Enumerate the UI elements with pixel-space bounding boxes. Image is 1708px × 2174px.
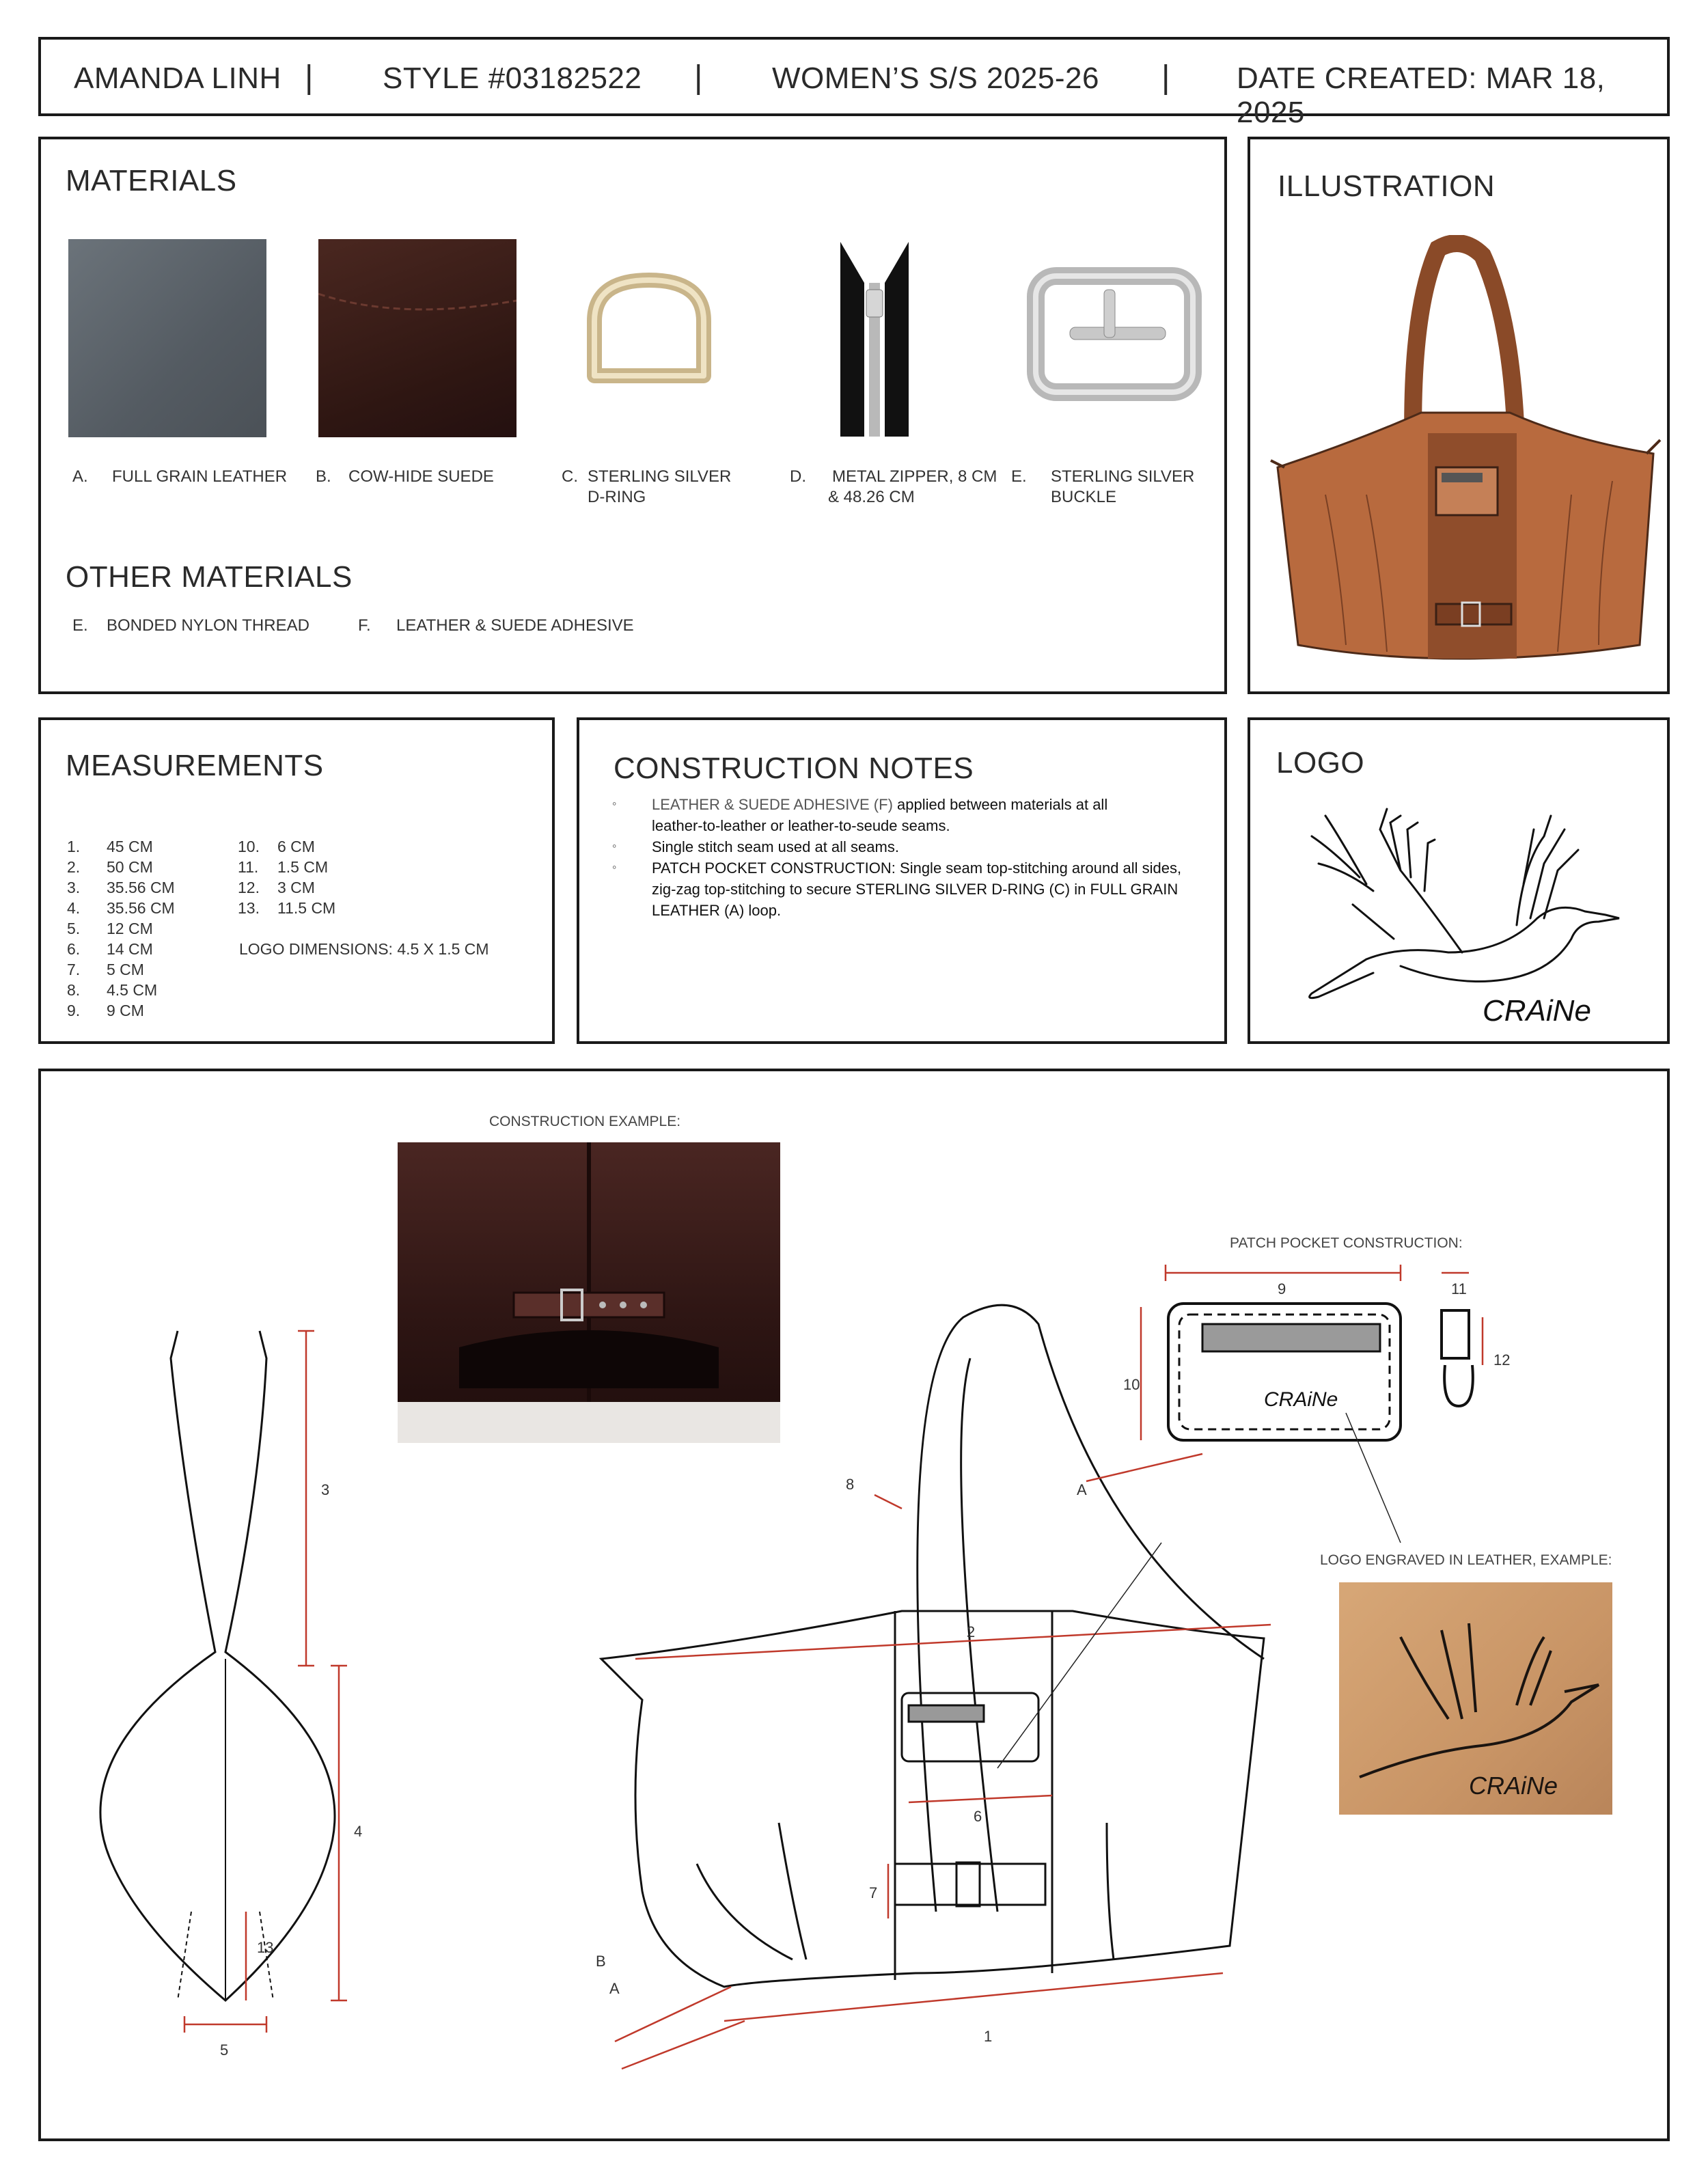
measurement-number: 4. <box>67 899 81 917</box>
measurement-number: 9. <box>67 1002 81 1019</box>
bullet: ◦ <box>612 797 617 810</box>
construction-example-label: CONSTRUCTION EXAMPLE: <box>489 1114 681 1129</box>
measurement-number: 11. <box>238 858 259 876</box>
leather-swatch <box>68 239 266 437</box>
note-patch-pocket: PATCH POCKET CONSTRUCTION: Single seam top-stitching around all sides, <box>652 859 1182 877</box>
measurement-value: 35.56 CM <box>107 879 175 896</box>
technical-panel <box>38 1069 1670 2141</box>
separator: | <box>694 59 703 96</box>
dim-3: 3 <box>321 1481 330 1498</box>
measurement-number: 10. <box>238 838 260 855</box>
dim-7: 7 <box>869 1884 878 1901</box>
measurement-value: 45 CM <box>107 838 153 855</box>
other-materials-title: OTHER MATERIALS <box>66 560 353 594</box>
materials-title: MATERIALS <box>66 164 237 197</box>
d-ring-image <box>547 239 752 437</box>
bullet: ◦ <box>612 860 617 874</box>
zipper-image <box>827 242 922 440</box>
measurement-number: 12. <box>238 879 260 896</box>
material-a-name: FULL GRAIN LEATHER <box>112 467 288 486</box>
crane-logo <box>1298 782 1653 1034</box>
measurement-value: 3 CM <box>277 879 315 896</box>
logo-wordmark: CRAiNe <box>1483 994 1591 1028</box>
measurement-value: 1.5 CM <box>277 858 329 876</box>
materials-panel <box>38 137 1227 694</box>
measurement-value: 11.5 CM <box>277 899 336 917</box>
measurement-value: 4.5 CM <box>107 981 158 999</box>
dim-12: 12 <box>1493 1351 1511 1368</box>
material-a-letter: A. <box>72 467 88 486</box>
header-bar <box>38 37 1670 129</box>
measurements-title: MEASUREMENTS <box>66 749 324 782</box>
note-patch-pocket-line3: LEATHER (A) loop. <box>652 902 782 919</box>
dim-4: 4 <box>354 1823 363 1840</box>
measurement-value: 6 CM <box>277 838 315 855</box>
other-e-letter: E. <box>72 616 88 635</box>
measurement-value: 50 CM <box>107 858 153 876</box>
note-adhesive-material: LEATHER & SUEDE ADHESIVE (F) <box>652 796 893 813</box>
measurement-number: 6. <box>67 940 81 958</box>
note-patch-pocket-line2: zig-zag top-stitching to secure STERLING SILVER D-RING (C) in FULL GRAIN <box>652 881 1179 898</box>
measurement-value: 14 CM <box>107 940 153 958</box>
note-adhesive <box>652 794 1212 815</box>
measurements-panel <box>38 717 555 1044</box>
measurement-number: 5. <box>67 920 81 937</box>
callout-a-pocket: A <box>1077 1481 1087 1498</box>
bag-illustration <box>1257 235 1667 686</box>
material-e-name-line2: BUCKLE <box>1051 488 1117 506</box>
logo-title: LOGO <box>1276 746 1365 780</box>
construction-notes-panel <box>577 717 1227 1044</box>
logo-engraved-label: LOGO ENGRAVED IN LEATHER, EXAMPLE: <box>1320 1552 1612 1568</box>
dim-1: 1 <box>984 2028 993 2045</box>
date-created: DATE CREATED: MAR 18, 2025 <box>1237 61 1606 129</box>
bullet: ◦ <box>612 839 617 853</box>
logo-panel <box>1248 717 1670 1044</box>
buckle-image <box>1015 235 1213 433</box>
callout-a: A <box>609 1980 620 1997</box>
measurement-number: 3. <box>67 879 81 896</box>
material-e-name: STERLING SILVER <box>1051 467 1195 486</box>
measurement-value: 12 CM <box>107 920 153 937</box>
construction-notes-title: CONSTRUCTION NOTES <box>614 752 974 785</box>
dim-11: 11 <box>1451 1280 1467 1297</box>
dim-13: 13 <box>257 1939 274 1956</box>
engraved-wordmark: CRAiNe <box>1469 1772 1558 1800</box>
material-c-name: STERLING SILVER <box>588 467 732 486</box>
season: WOMEN’S S/S 2025-26 <box>772 61 1099 95</box>
material-b-name: COW-HIDE SUEDE <box>348 467 494 486</box>
measurement-number: 2. <box>67 858 81 876</box>
material-d-name: METAL ZIPPER, 8 CM <box>832 467 997 486</box>
measurement-number: 7. <box>67 961 81 978</box>
dim-8: 8 <box>846 1476 855 1493</box>
patch-pocket-label: PATCH POCKET CONSTRUCTION: <box>1230 1235 1463 1251</box>
separator: | <box>1161 59 1170 96</box>
measurement-number: 13. <box>238 899 260 917</box>
material-e-letter: E. <box>1011 467 1027 486</box>
technical-drawing <box>41 1071 1667 2137</box>
illustration-title: ILLUSTRATION <box>1278 169 1496 203</box>
dim-6: 6 <box>974 1808 982 1825</box>
material-c-name-line2: D-RING <box>588 488 646 506</box>
measurement-value: 35.56 CM <box>107 899 175 917</box>
measurement-number: 1. <box>67 838 81 855</box>
measurement-number: 8. <box>67 981 81 999</box>
note-seam: Single stitch seam used at all seams. <box>652 838 899 855</box>
measurement-value: 9 CM <box>107 1002 144 1019</box>
callout-b: B <box>596 1953 606 1970</box>
note-adhesive-text: applied between materials at all <box>892 796 1108 813</box>
material-b-letter: B. <box>316 467 331 486</box>
note-adhesive-line2: leather-to-leather or leather-to-seude seams. <box>652 817 950 834</box>
other-f-letter: F. <box>358 616 371 635</box>
material-c-letter: C. <box>562 467 578 486</box>
logo-dimensions: LOGO DIMENSIONS: 4.5 X 1.5 CM <box>239 940 489 958</box>
other-f-name: LEATHER & SUEDE ADHESIVE <box>396 616 634 635</box>
illustration-panel <box>1248 137 1670 694</box>
material-d-letter: D. <box>790 467 806 486</box>
separator: | <box>305 59 314 96</box>
other-e-name: BONDED NYLON THREAD <box>107 616 309 635</box>
measurement-value: 5 CM <box>107 961 144 978</box>
dim-2: 2 <box>967 1623 976 1640</box>
suede-swatch <box>318 239 516 437</box>
pocket-wordmark: CRAiNe <box>1264 1388 1338 1411</box>
dim-9: 9 <box>1278 1280 1286 1297</box>
designer-name: AMANDA LINH <box>74 61 281 95</box>
material-d-name-line2: & 48.26 CM <box>828 488 915 506</box>
style-number: STYLE #03182522 <box>383 61 642 95</box>
dim-10: 10 <box>1123 1376 1140 1393</box>
dim-5: 5 <box>220 2041 229 2059</box>
